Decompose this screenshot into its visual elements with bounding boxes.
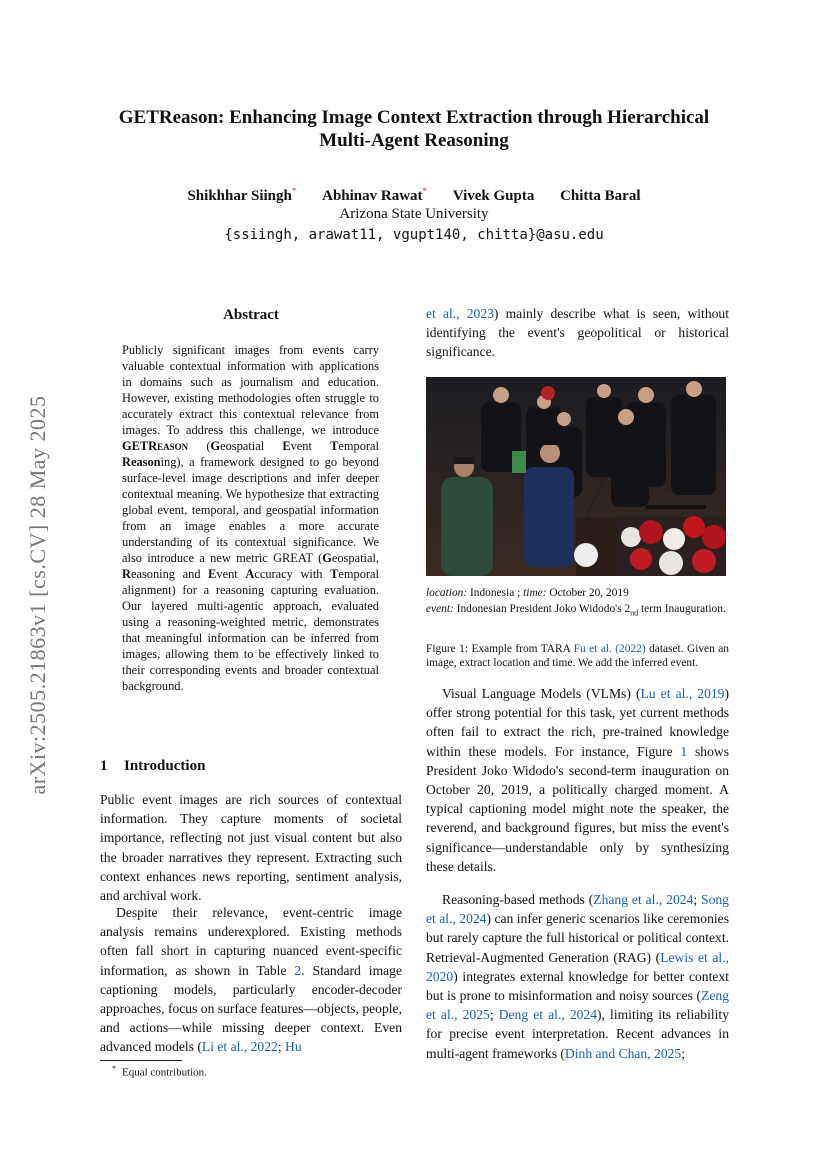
citation-link[interactable]: Fu et al. (2022) xyxy=(573,643,646,655)
section-heading: 1 Introduction xyxy=(100,758,206,774)
intro-paragraph-2-continued: et al., 2023) mainly describe what is seen, without identifying the event's geopolitical or historical significance. xyxy=(426,306,729,360)
citation-link[interactable]: Hu xyxy=(285,1039,302,1055)
citation-link[interactable]: et al., 2023 xyxy=(426,306,494,321)
citation-link[interactable]: Zeng et al., 2025 xyxy=(426,988,729,1023)
figure-1-photo xyxy=(426,377,726,576)
arxiv-id: arXiv:2505.21863v1 [cs.CV] 28 May 2025 xyxy=(25,395,50,795)
citation-link[interactable]: Deng et al., 2024 xyxy=(498,1007,598,1023)
intro-paragraph-3: Visual Language Models (VLMs) (Lu et al., 2019) offer strong potential for this task, yet current methods often fail to extract the rich, pre-trained knowledge within these models. For instance, Figure 1 shows President Joko Widodo's second-term inauguration on October 20, 2019, a politically charged moment. A typical captioning model might note the speaker, the reverend, and background figures, but miss the event's significance—understandable only by synthesizing these details. xyxy=(426,686,730,874)
citation-link[interactable]: Zhang et al., 2024 xyxy=(593,892,694,907)
author: Vivek Gupta xyxy=(452,188,535,204)
inauguration-photo xyxy=(426,377,726,576)
title-line-2: Multi-Agent Reasoning xyxy=(319,130,509,151)
figure-ref[interactable]: 1 xyxy=(680,743,688,759)
author-emails: {ssiingh, arawat11, vgupt140, chitta}@asu.edu xyxy=(224,227,604,243)
abstract-heading: Abstract xyxy=(223,307,279,323)
author: Abhinav Rawat* xyxy=(322,186,428,204)
citation-link[interactable]: Dinh and Chan, 2025 xyxy=(564,1045,682,1061)
intro-paragraph-1: Public event images are rich sources of contextual information. They capture moments of societal importance, reflecting not just visual content but also the broader narratives they represent. Extracting such context enhances news reporting, sentiment analysis, and archival work. xyxy=(100,792,402,904)
figure-1-metadata: location: Indonesia ; time: October 20, 2019 event: Indonesian President Joko Widodo's $2_{nd}$ term Inauguration. xyxy=(426,587,726,618)
getreason-name: GETReason xyxy=(122,439,189,453)
figure-1-caption: Figure 1: Example from TARA Fu et al. (2022) dataset. Given an image, extract location and time. We add the inferred event. xyxy=(426,643,729,669)
affiliation: Arizona State University xyxy=(339,206,489,222)
intro-paragraph-4: Reasoning-based methods (Zhang et al., 2024; Song et al., 2024) can infer generic scenarios like ceremonies but rarely capture the full historical or political context. Retrieval-Augmented Generation (RAG) (Lewis et al., 2020) integrates external knowledge for better context but is prone to misinformation and noisy sources (Zeng et al., 2025; Deng et al., 2024), limiting its reliability for precise event interpretation. Recent advances in multi-agent frameworks (Dinh and Chan, 2025; xyxy=(426,892,730,1061)
intro-paragraph-2: Despite their relevance, event-centric image analysis remains underexplored. Existing methods often fall short in capturing nuanced event-specific information, as shown in Table 2. Standard image captioning models, particularly encoder-decoder approaches, focus on surface features—objects, people, and actions—while missing deeper context. Even advanced models (Li et al., 2022; Hu xyxy=(100,905,403,1055)
author-list xyxy=(60,186,768,205)
citation-link[interactable]: Li et al., 2022 xyxy=(201,1039,278,1055)
footnote: * Equal contribution. xyxy=(112,1064,207,1079)
citation-link[interactable]: Lu et al., 2019 xyxy=(640,686,725,701)
table-ref[interactable]: 2 xyxy=(294,962,302,978)
citation-link[interactable]: Lewis et al., 2020 xyxy=(426,949,730,984)
title-line-1: GETReason: Enhancing Image Context Extraction through Hierarchical xyxy=(118,107,710,128)
footnote-rule xyxy=(100,1060,182,1061)
arxiv-sidebar xyxy=(24,360,52,830)
author: Shikhhar Siingh* xyxy=(187,186,297,204)
abstract-text: Publicly significant images from events carry valuable contextual information with applications in domains such as journalism and education. However, existing methodologies often struggle to accurately extract this contextual relevance from images. To address this challenge, we introduce GETReason (Geospatial Event Temporal Reasoning), a framework designed to go beyond surface-level image descriptions and infer deeper contextual meaning. We hypothesize that extracting global event, temporal, and geospatial information from an image enables a more accurate understanding of its contextual significance. We also introduce a new metric GREAT (Geospatial, Reasoning and Event Accuracy with Temporal alignment) for a reasoning capturing evaluation. Our layered multi-agentic approach, evaluated using a reasoning-weighted metric, demonstrates that meaningful information can be inferred from images, allowing them to be effectively linked to their corresponding events and broader contextual background. xyxy=(122,343,379,693)
citation-link[interactable]: Song et al., 2024 xyxy=(426,892,729,927)
author: Chitta Baral xyxy=(560,188,641,204)
paper-title xyxy=(60,106,768,152)
